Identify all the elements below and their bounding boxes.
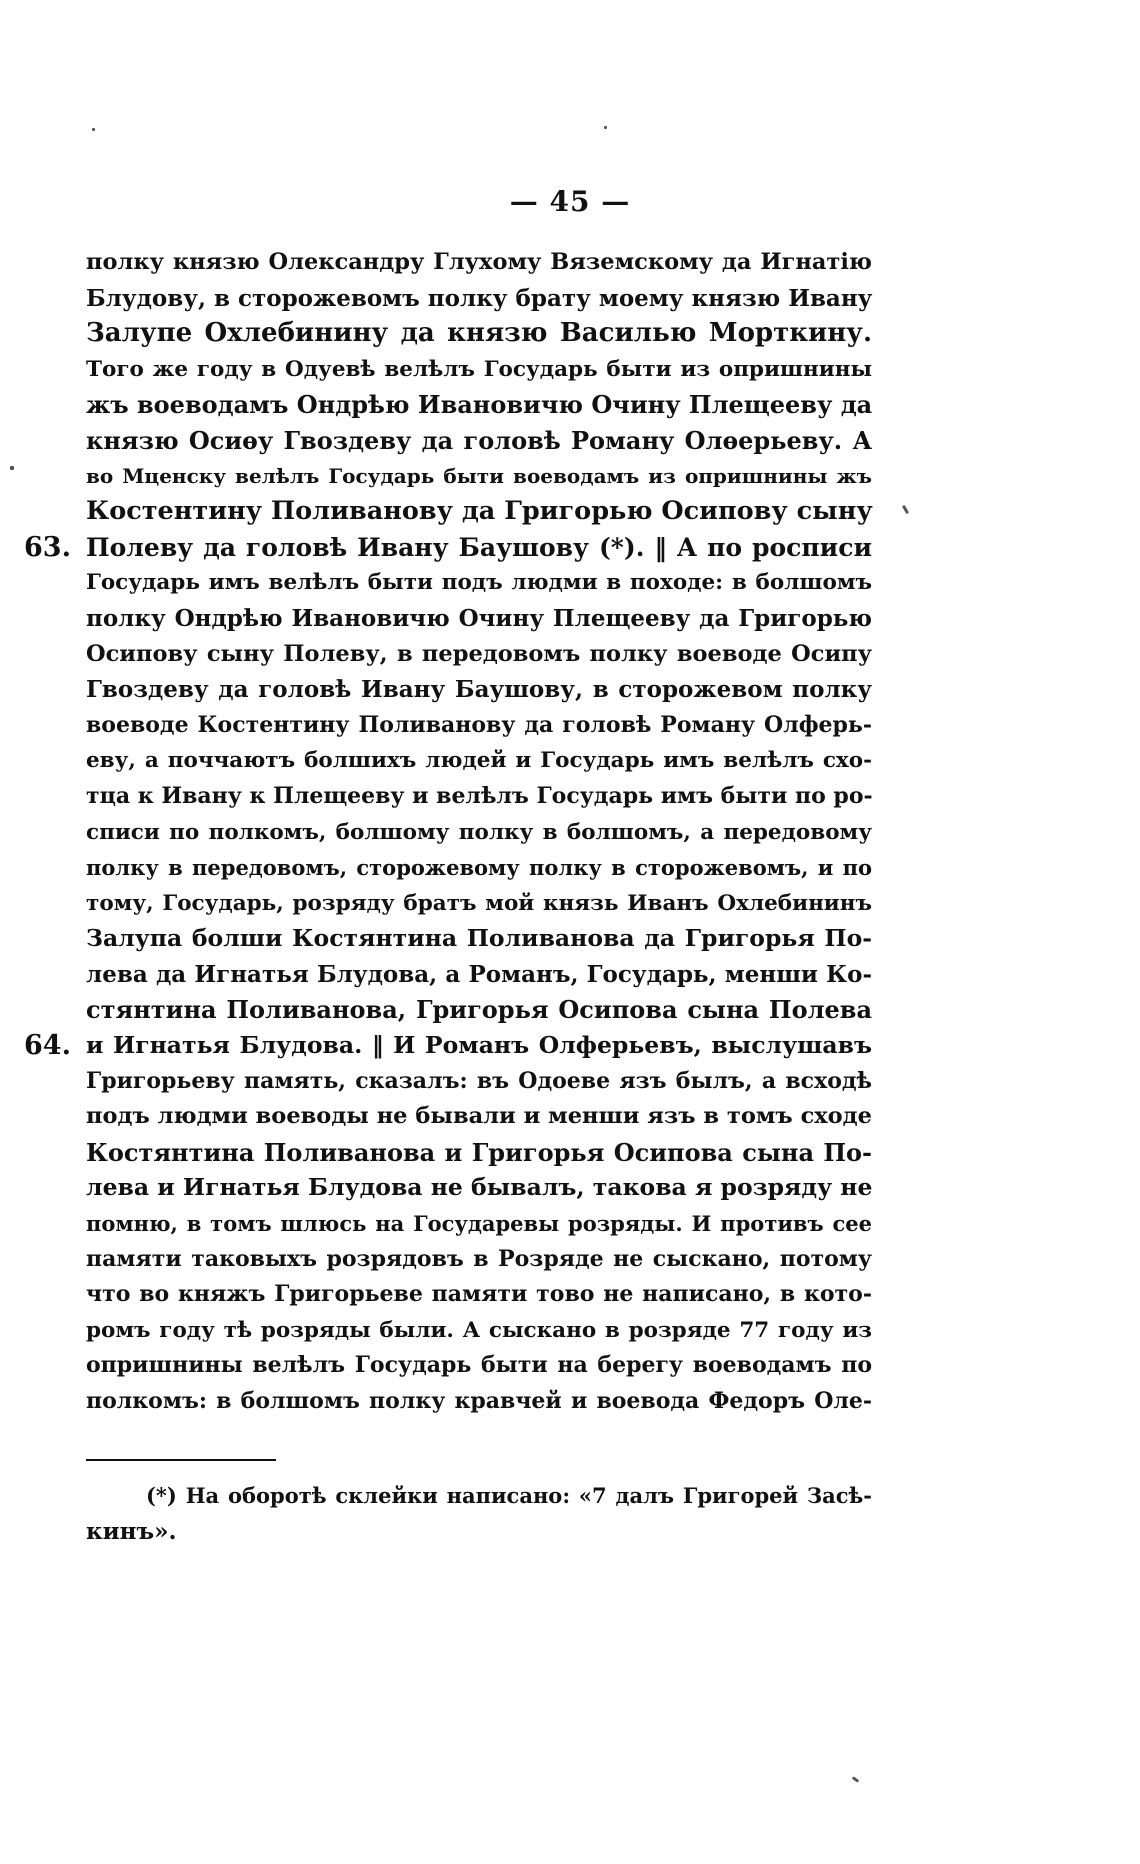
text-line: подъ людми воеводы не бывали и менши язъ в томъ сходе bbox=[86, 1103, 872, 1130]
text-line: тца к Ивану к Плещееву и велѣлъ Государь имъ быти по ро- bbox=[86, 782, 873, 809]
text-line: лева да Игнатья Блудова, а Романъ, Государь, менши Ко- bbox=[86, 960, 872, 988]
text-line: князю Осиѳу Гвоздеву да головѣ Роману Олѳерьеву. А bbox=[86, 425, 872, 455]
text-line: Гвоздеву да головѣ Ивану Баушову, в сторожевом полку bbox=[86, 676, 872, 704]
text-line: помню, в томъ шлюсь на Государевы розряды. И противъ сее bbox=[86, 1211, 872, 1237]
text-line: Костентину Поливанову да Григорью Осипову сыну bbox=[86, 496, 873, 527]
text-line: Того же году в Одуевѣ велѣлъ Государь быти из опришнины bbox=[86, 356, 872, 382]
text-line: стянтина Поливанова, Григорья Осипова сына Полева bbox=[86, 995, 872, 1025]
text-line: Залупа болши Костянтина Поливанова да Григорья По- bbox=[86, 924, 872, 953]
text-line: лева и Игнатья Блудова не бывалъ, такова я розряду не bbox=[86, 1173, 873, 1202]
scan-speck bbox=[604, 126, 607, 129]
text-line: что во княжъ Григорьеве памяти тово не написано, в кото- bbox=[86, 1281, 872, 1308]
text-line: Осипову сыну Полеву, в передовомъ полку воеводе Осипу bbox=[86, 640, 872, 667]
text-line: Костянтина Поливанова и Григорья Осипова сына По- bbox=[86, 1137, 872, 1167]
text-line: полкомъ: в болшомъ полку кравчей и воевода Федоръ Оле- bbox=[86, 1388, 872, 1414]
footnote bbox=[86, 1478, 872, 1550]
text-line: полку князю Олександру Глухому Вяземскому да Игнатію bbox=[86, 249, 872, 275]
text-line: опришнины велѣлъ Государь быти на берегу воеводамъ по bbox=[86, 1352, 872, 1379]
text-line: жъ воеводамъ Ондрѣю Ивановичю Очину Плещееву да bbox=[86, 390, 873, 420]
text-line: во Мценску велѣлъ Государь быти воеводамъ из опришнины жъ bbox=[86, 463, 872, 488]
text-line: списи по полкомъ, болшому полку в болшомъ, а передовому bbox=[86, 819, 872, 845]
text-line: полку Ондрѣю Ивановичю Очину Плещееву да Григорью bbox=[86, 604, 872, 632]
scan-speck bbox=[10, 466, 14, 470]
text-line-content: Полеву да головѣ Ивану Баушову (*). ‖ А по росписи bbox=[86, 532, 872, 562]
margin-number: 63. bbox=[24, 531, 71, 563]
footnote-line: (*) На оборотѣ склейки написано: «7 далъ Григорей Засѣ- bbox=[146, 1483, 872, 1508]
margin-number: 64. bbox=[24, 1030, 71, 1062]
text-line: Григорьеву память, сказалъ: въ Одоеве язъ былъ, а всходѣ bbox=[86, 1067, 872, 1094]
text-line-with-margin-number bbox=[24, 1028, 872, 1064]
text-line: тому, Государь, розряду братъ мой князь Иванъ Охлебининъ bbox=[86, 890, 872, 916]
text-line: полку в передовомъ, сторожевому полку в сторожевомъ, и по bbox=[86, 855, 872, 881]
text-line: Государь имъ велѣлъ быти подъ людми в походе: в болшомъ bbox=[86, 570, 872, 596]
footnote-line: кинъ». bbox=[86, 1518, 177, 1545]
page-number: — 45 — bbox=[509, 185, 631, 218]
text-line: Блудову, в сторожевомъ полку брату моему князю Ивану bbox=[86, 284, 873, 312]
text-line-content: и Игнатья Блудова. ‖ И Романъ Олферьевъ, выслушавъ bbox=[86, 1031, 872, 1060]
main-text bbox=[24, 245, 873, 1420]
text-line: Залупе Охлебинину да князю Василью Морткину. bbox=[86, 318, 872, 349]
scan-speck bbox=[902, 505, 909, 514]
text-line: еву, а поччаютъ болшихъ людей и Государь имъ велѣлъ схо- bbox=[86, 748, 872, 774]
scan-speck bbox=[92, 128, 95, 131]
text-line-with-margin-number bbox=[24, 530, 872, 566]
footnote-divider bbox=[86, 1459, 276, 1461]
text-line: воеводе Костентину Поливанову да головѣ Роману Олферь- bbox=[86, 711, 872, 738]
scan-speck bbox=[852, 1776, 859, 1782]
text-line: ромъ году тѣ розряды были. А сыскано в розряде 77 году из bbox=[86, 1317, 872, 1343]
text-line: памяти таковыхъ розрядовъ в Розряде не сыскано, потому bbox=[86, 1245, 872, 1272]
